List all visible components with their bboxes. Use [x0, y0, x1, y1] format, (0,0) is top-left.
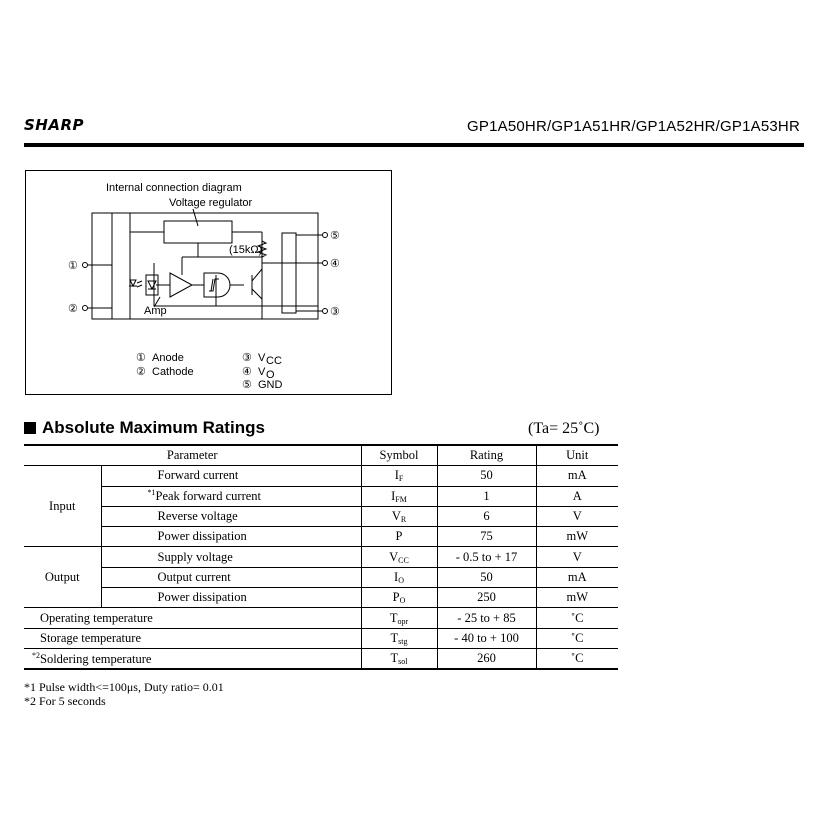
header-cell: Parameter — [24, 445, 361, 466]
light-arrows — [137, 281, 142, 287]
legend-num: ④ — [242, 366, 252, 378]
unit-cell: mW — [536, 588, 618, 608]
schmitt-gate — [204, 273, 230, 297]
symbol-cell: $I_{FM}$ — [361, 486, 437, 506]
legend-sub: CC — [266, 355, 282, 367]
param-cell: $^{*2}$Soldering temperature — [24, 648, 361, 669]
unit-cell: V — [536, 506, 618, 526]
unit-cell: ˚C — [536, 608, 618, 628]
photodiode — [148, 281, 156, 289]
legend-name: Anode — [152, 352, 184, 364]
pin5-dot — [323, 233, 328, 238]
table-row — [24, 628, 618, 648]
rating-cell: 50 — [437, 466, 536, 486]
table-row — [24, 547, 618, 567]
table-row — [24, 486, 618, 506]
legend-num: ③ — [242, 352, 252, 364]
param-cell: $^{*1}$Peak forward current — [101, 486, 361, 506]
diagram-title: Internal connection diagram — [106, 182, 242, 194]
symbol-cell: $P_O$ — [361, 588, 437, 608]
unit-cell: mA — [536, 466, 618, 486]
table-header — [24, 445, 618, 466]
table-row — [24, 648, 618, 669]
table-row — [24, 506, 618, 526]
pin1-label: ① — [68, 260, 78, 272]
pin3-dot — [323, 309, 328, 314]
footnotes — [24, 680, 224, 708]
unit-cell: A — [536, 486, 618, 506]
table-row — [24, 588, 618, 608]
output-bracket — [282, 233, 296, 313]
led-package — [112, 213, 130, 319]
table-row — [24, 466, 618, 486]
amp-label: Amp — [144, 305, 167, 317]
symbol-cell: $V_R$ — [361, 506, 437, 526]
regulator-label: Voltage regulator — [169, 197, 253, 209]
square-bullet-icon — [24, 422, 36, 434]
section-title — [24, 418, 265, 438]
footnote-2: *2 For 5 seconds — [24, 694, 106, 708]
rating-cell: - 40 to + 100 — [437, 628, 536, 648]
ratings-table — [24, 444, 618, 670]
param-cell: Forward current — [101, 466, 361, 486]
symbol-cell: $T_{opr}$ — [361, 608, 437, 628]
ta-condition: (Ta= 25˚C) — [528, 420, 600, 437]
rating-cell: 75 — [437, 527, 536, 547]
param-cell: Operating temperature — [24, 608, 361, 628]
symbol-cell: $T_{sol}$ — [361, 648, 437, 669]
table-row — [24, 527, 618, 547]
pin4-dot — [323, 261, 328, 266]
legend-name: GND — [258, 379, 283, 391]
schmitt-icon — [209, 279, 219, 291]
header-rule — [24, 143, 804, 147]
param-cell: Storage temperature — [24, 628, 361, 648]
rating-cell: - 25 to + 85 — [437, 608, 536, 628]
legend-sub: O — [266, 369, 275, 381]
unit-cell: V — [536, 547, 618, 567]
regulator-leader — [193, 209, 198, 226]
part-numbers: GP1A50HR/GP1A51HR/GP1A52HR/GP1A53HR — [467, 118, 800, 135]
unit-cell: ˚C — [536, 648, 618, 669]
param-cell: Output current — [101, 567, 361, 587]
rating-cell: 50 — [437, 567, 536, 587]
amp-triangle — [170, 273, 192, 297]
connection-diagram — [25, 170, 392, 395]
rating-cell: 1 — [437, 486, 536, 506]
pin2-dot — [83, 306, 88, 311]
group-input: Input — [24, 466, 101, 547]
pin1-dot — [83, 263, 88, 268]
legend — [136, 352, 283, 391]
group-output: Output — [24, 547, 101, 608]
symbol-cell: P — [361, 527, 437, 547]
rating-cell: 260 — [437, 648, 536, 669]
symbol-cell: $I_O$ — [361, 567, 437, 587]
pin4-label: ④ — [330, 258, 340, 270]
pin2-label: ② — [68, 303, 78, 315]
header-cell: Symbol — [361, 445, 437, 466]
transistor — [252, 269, 262, 306]
pin3-label: ③ — [330, 306, 340, 318]
unit-cell: ˚C — [536, 628, 618, 648]
rating-cell: 6 — [437, 506, 536, 526]
legend-name: Cathode — [152, 366, 194, 378]
table-row — [24, 608, 618, 628]
legend-name: V — [258, 352, 266, 364]
symbol-cell: $I_F$ — [361, 466, 437, 486]
header-cell: Unit — [536, 445, 618, 466]
brand-logo: SHARP — [24, 116, 85, 134]
legend-num: ② — [136, 366, 146, 378]
legend-num: ① — [136, 352, 146, 364]
symbol-cell: $V_{CC}$ — [361, 547, 437, 567]
circuit-svg — [26, 171, 393, 396]
symbol-cell: $T_{stg}$ — [361, 628, 437, 648]
section-title-text: Absolute Maximum Ratings — [42, 418, 265, 437]
param-cell: Supply voltage — [101, 547, 361, 567]
chip-outline — [92, 213, 318, 319]
param-cell: Reverse voltage — [101, 506, 361, 526]
header-cell: Rating — [437, 445, 536, 466]
legend-name: V — [258, 366, 266, 378]
table-row — [24, 567, 618, 587]
rating-cell: - 0.5 to + 17 — [437, 547, 536, 567]
footnote-1: *1 Pulse width<=100μs, Duty ratio= 0.01 — [24, 680, 224, 694]
legend-num: ⑤ — [242, 379, 252, 391]
resistor-label: (15kΩ) — [229, 244, 263, 256]
param-cell: Power dissipation — [101, 588, 361, 608]
unit-cell: mA — [536, 567, 618, 587]
param-cell: Power dissipation — [101, 527, 361, 547]
unit-cell: mW — [536, 527, 618, 547]
rating-cell: 250 — [437, 588, 536, 608]
pin5-label: ⑤ — [330, 230, 340, 242]
